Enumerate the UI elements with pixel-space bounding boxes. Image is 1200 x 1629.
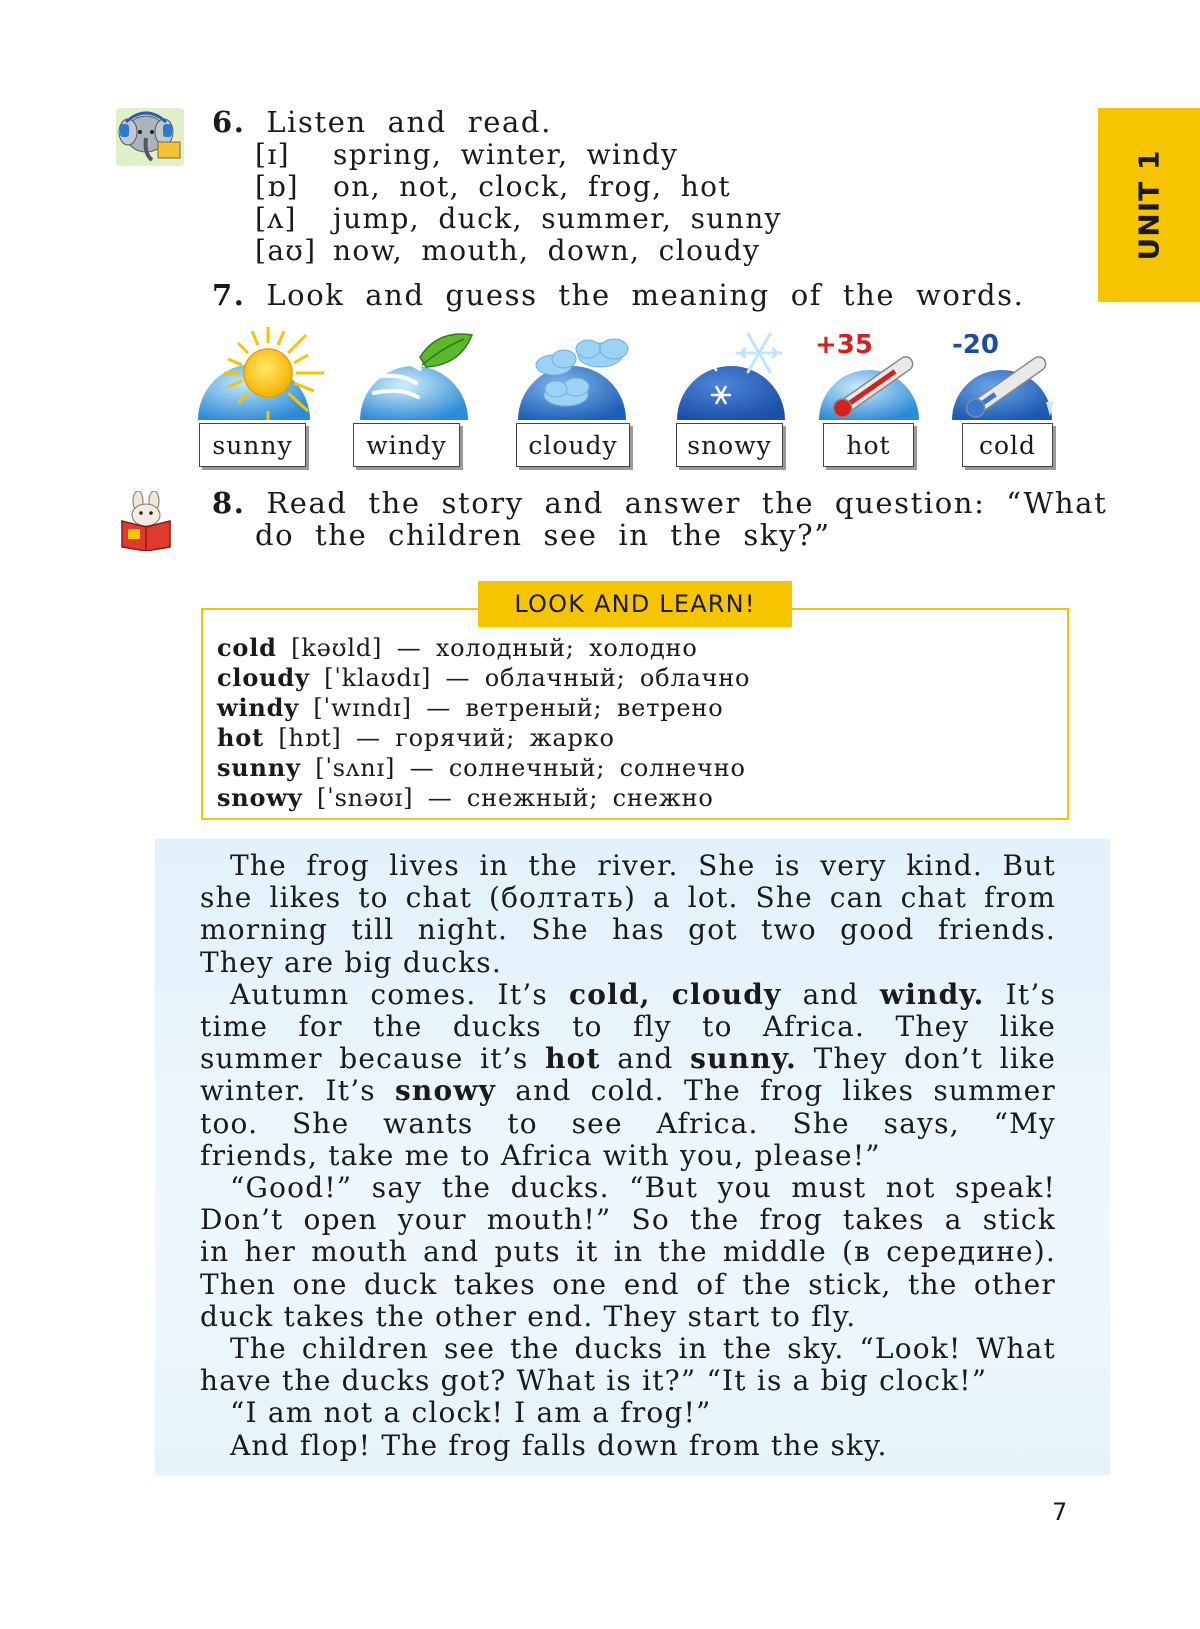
story-line: morning till night. She has got two good friends.: [200, 913, 1056, 947]
vocab-translation: [hɒt] — горячий; жарко: [263, 724, 615, 752]
vocab-entry: [217, 753, 750, 783]
hot-temperature: +35: [815, 330, 873, 360]
phoneme: [ɒ]: [255, 170, 299, 203]
exercise-7-instruction: Look and guess the meaning of the words.: [266, 278, 1025, 312]
exercise-8-instruction-line2: do the children see in the sky?”: [255, 518, 831, 552]
story-line: The frog lives in the river. She is very kind. But: [230, 849, 1056, 882]
story-line: They are big ducks.: [200, 945, 502, 979]
word-label-hot: hot: [823, 423, 914, 467]
story-text-run: too. She wants to see Africa. She says, “My: [200, 1106, 1056, 1140]
word-label-cold: cold: [962, 423, 1053, 467]
snowflake-icon: [677, 325, 797, 415]
story-bold-word: windy.: [879, 977, 985, 1011]
vocab-translation: [kəʊld] — холодный; холодно: [276, 634, 698, 662]
sound-words: jump, duck, summer, sunny: [333, 202, 782, 235]
exercise-6-instruction: Listen and read.: [266, 105, 552, 139]
vocab-entry: [217, 693, 750, 723]
wind-icon: [360, 325, 480, 415]
story-line: Don’t open your mouth!” So the frog takes a stick: [200, 1203, 1056, 1237]
vocab-word: cold: [217, 633, 277, 662]
story-line: have the ducks got? What is it?” “It is a big clock!”: [200, 1364, 988, 1398]
reading-bunny-icon: [116, 491, 176, 551]
exercise-7-number: 7.: [212, 278, 246, 312]
story-line: Then one duck takes one end of the stick, the other: [200, 1267, 1056, 1301]
story-text-run: summer because it’s: [200, 1042, 546, 1076]
look-and-learn-title: LOOK AND LEARN!: [478, 581, 792, 627]
story-line: [200, 1140, 1056, 1172]
phoneme: [ʌ]: [255, 202, 297, 235]
vocab-word: windy: [217, 693, 299, 722]
story-text-run: friends, take me to Africa with you, please!”: [200, 1138, 881, 1172]
page-number: 7: [1052, 1498, 1068, 1526]
story-line: [200, 1108, 1056, 1140]
listen-elephant-icon: [116, 108, 184, 166]
word-label-snowy: snowy: [676, 423, 783, 467]
phoneme: [aʊ]: [255, 234, 317, 267]
story-bold-word: cloudy: [671, 977, 782, 1011]
story-line: “Good!” say the ducks. “But you must not speak!: [230, 1171, 1056, 1205]
story-line: And flop! The frog falls down from the sky.: [230, 1428, 888, 1462]
sound-words: on, not, clock, frog, hot: [333, 170, 732, 203]
story-bold-word: cold,: [569, 977, 651, 1011]
word-label-windy: windy: [353, 423, 460, 467]
story-line: [200, 1011, 1056, 1043]
story-text-run: [651, 978, 672, 1011]
story-text-run: and: [781, 977, 880, 1011]
sun-icon: [196, 325, 316, 415]
exercise-6-number: 6.: [212, 105, 246, 139]
story-line: “I am not a clock! I am a frog!”: [230, 1396, 712, 1430]
vocab-word: hot: [217, 723, 264, 752]
story-bold-word: hot: [545, 1042, 601, 1076]
vocab-word: snowy: [217, 783, 303, 812]
sound-words: now, mouth, down, cloudy: [333, 234, 761, 267]
word-label-sunny: sunny: [199, 423, 306, 467]
exercise-8-number: 8.: [212, 486, 246, 520]
story-line: in her mouth and puts it in the middle (в середине).: [200, 1235, 1056, 1269]
vocab-word: sunny: [217, 753, 301, 782]
story-text-run: and cold. The frog likes summer: [496, 1074, 1056, 1108]
unit-tab: [1098, 108, 1200, 302]
story-text: [200, 850, 1056, 1462]
sound-row: [255, 235, 760, 267]
phoneme: [ɪ]: [255, 138, 291, 171]
exercise-6-heading: [212, 106, 552, 138]
story-bold-word: snowy: [394, 1074, 497, 1108]
story-bold-word: sunny.: [690, 1042, 797, 1076]
sound-row: [255, 171, 731, 203]
story-text-run: They don’t like: [797, 1042, 1056, 1076]
story-line: she likes to chat (болтать) a lot. She can chat from: [200, 881, 1056, 915]
vocab-translation: [ˈsnəʊɪ] — снежный; снежно: [302, 784, 714, 812]
story-text-run: time for the ducks to fly to Africa. They like: [200, 1010, 1056, 1044]
story-text-run: and: [600, 1042, 691, 1076]
vocab-entry: [217, 633, 750, 663]
vocab-entry: [217, 783, 750, 813]
vocab-translation: [ˈwɪndɪ] — ветреный; ветрено: [298, 694, 724, 722]
story-line: [200, 1043, 1056, 1075]
story-text-run: Autumn comes. It’s: [230, 977, 569, 1011]
vocab-word: cloudy: [217, 663, 310, 692]
exercise-8-heading: [212, 487, 1107, 519]
cloud-icon: [518, 325, 638, 415]
story-text-run: It’s: [984, 977, 1057, 1011]
sound-row: [255, 203, 782, 235]
vocab-entry: [217, 723, 750, 753]
cold-thermometer-icon: [950, 322, 1070, 412]
story-line: [200, 979, 1056, 1011]
sound-row: [255, 139, 678, 171]
sound-words: spring, winter, windy: [333, 138, 679, 171]
story-line: The children see the ducks in the sky. “Look! What: [230, 1332, 1056, 1366]
exercise-7-heading: [212, 279, 1024, 311]
exercise-8-instruction: Read the story and answer the question: “What: [266, 486, 1108, 520]
unit-tab-label: UNIT 1: [1132, 149, 1166, 261]
story-line: [200, 1075, 1056, 1107]
vocab-translation: [ˈsʌnɪ] — солнечный; солнечно: [300, 754, 746, 782]
story-text-run: winter. It’s: [200, 1074, 395, 1108]
hot-thermometer-icon: [817, 322, 937, 412]
story-line: duck takes the other end. They start to fly.: [200, 1299, 857, 1333]
word-label-cloudy: cloudy: [516, 423, 630, 467]
vocabulary-list: [217, 633, 750, 813]
vocab-translation: [ˈklaʊdɪ] — облачный; облачно: [309, 664, 751, 692]
cold-temperature: -20: [952, 330, 999, 360]
vocab-entry: [217, 663, 750, 693]
